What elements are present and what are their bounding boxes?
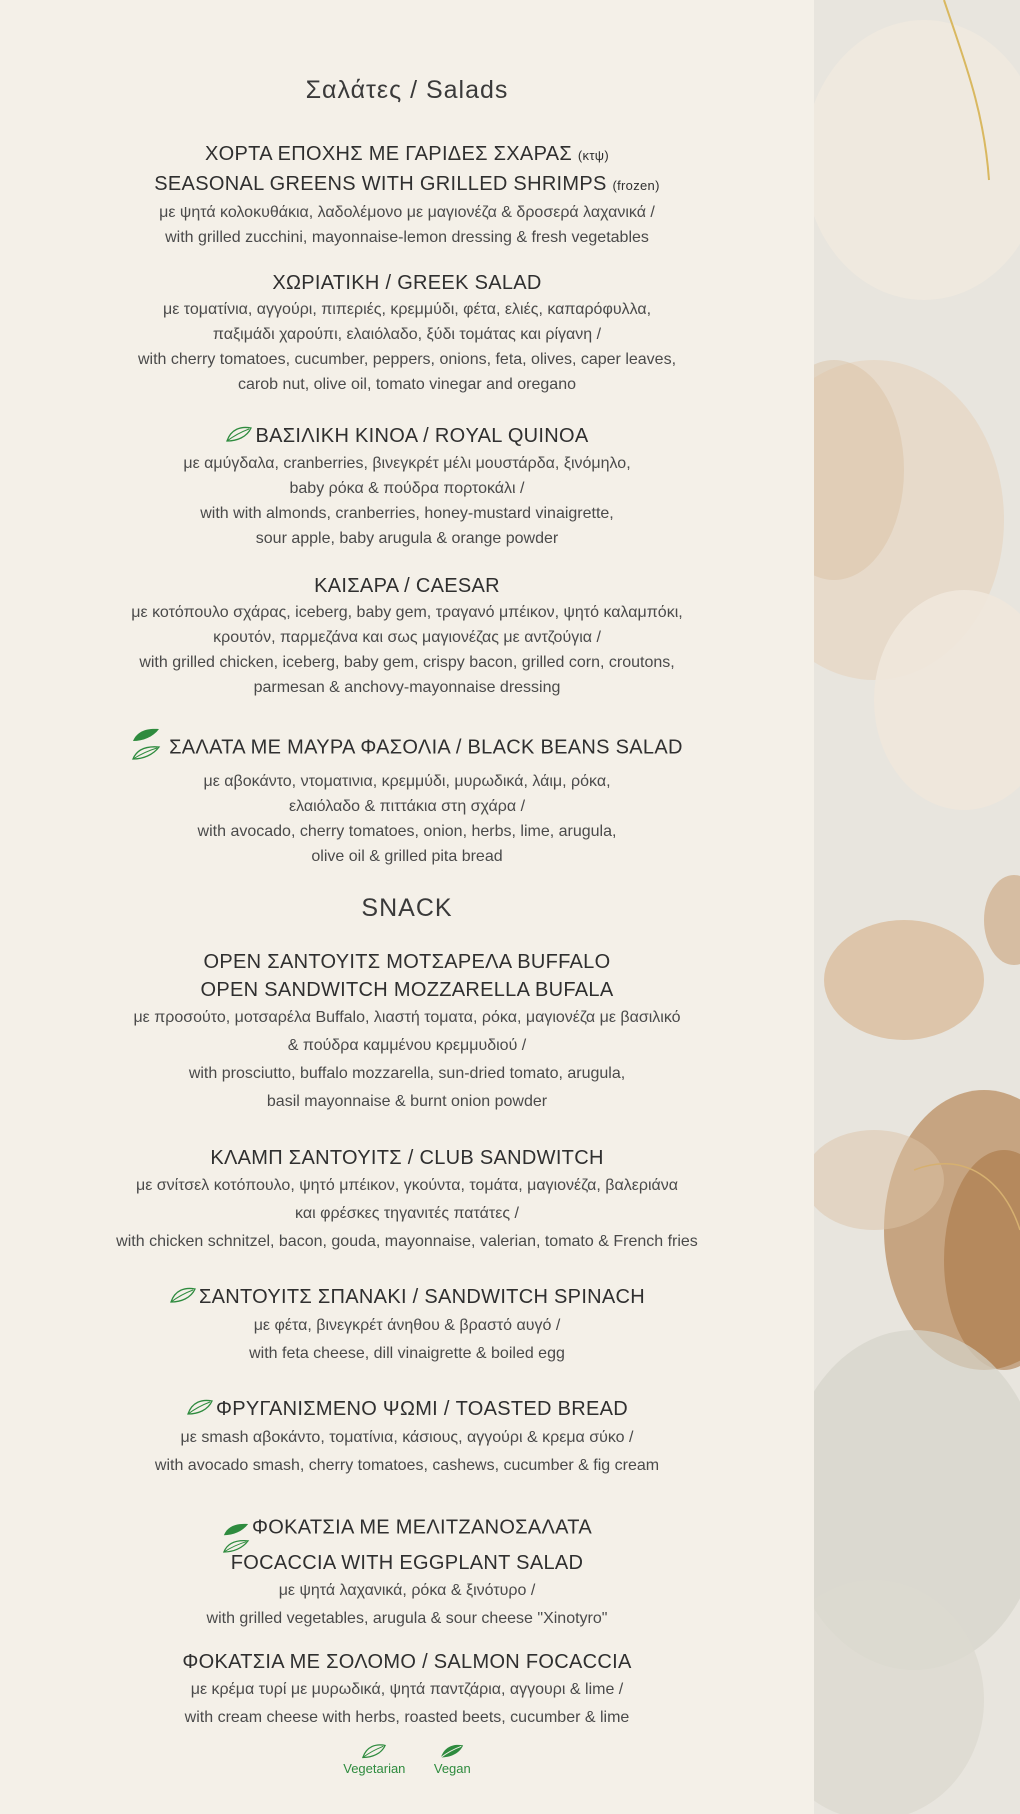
item-description: with avocado, cherry tomatoes, onion, herbs, lime, arugula, xyxy=(197,823,617,840)
item-description: με smash αβοκάντο, τοματίνια, κάσιους, αγγούρι & κρεμα σύκο / xyxy=(180,1428,634,1446)
vegan-icon xyxy=(222,1521,250,1563)
item-description: κρουτόν, παρμεζάνα και σως μαγιονέζας με αντζούγια / xyxy=(213,629,601,646)
item-description: baby ρόκα & πούδρα πορτοκάλι / xyxy=(289,479,525,497)
item-description: olive oil & grilled pita bread xyxy=(311,848,503,865)
item-description: with grilled vegetables, arugula & sour cheese "Xinotyro" xyxy=(206,1610,608,1627)
item-title-gr: OPEN ΣΑΝΤΟΥΙΤΣ ΜΟΤΣΑΡΕΛΑ BUFFALO xyxy=(203,951,611,973)
menu-item-black-beans-salad xyxy=(0,727,814,869)
decorative-watercolor-panel xyxy=(814,0,1020,1814)
item-title-en: OPEN SANDWITCH MOZZARELLA BUFALA xyxy=(200,979,614,1001)
vegetarian-icon xyxy=(169,1284,197,1312)
item-description: with chicken schnitzel, bacon, gouda, mayonnaise, valerian, tomato & French fries xyxy=(116,1233,698,1250)
item-title-row: ΦΟΚΑΤΣΙΑ ΜΕ ΜΕΛΙΤΖΑΝΟΣΑΛΑΤΑ xyxy=(0,1507,814,1549)
legend-label: Vegetarian xyxy=(343,1761,406,1776)
menu-item-toasted-bread xyxy=(0,1395,814,1480)
item-description: με τοματίνια, αγγούρι, πιπεριές, κρεμμύδι, φέτα, ελιές, καπαρόφυλλα, xyxy=(162,301,652,318)
item-title-row: ΣΑΝΤΟΥΙΤΣ ΣΠΑΝΑΚΙ / SANDWITCH SPINACH xyxy=(0,1283,814,1312)
item-description: με ψητά λαχανικά, ρόκα & ξινότυρο / xyxy=(278,1582,536,1599)
menu-item-caesar xyxy=(0,572,814,700)
item-description: sour apple, baby arugula & orange powder xyxy=(255,529,559,547)
item-description: με αβοκάντο, ντοματινια, κρεμμύδι, μυρωδικά, λάιμ, ρόκα, xyxy=(203,773,611,790)
item-description: with with almonds, cranberries, honey-mustard vinaigrette, xyxy=(200,504,614,522)
vegetarian-icon xyxy=(361,1742,387,1760)
item-title-gr: ΧΟΡΤΑ ΕΠΟΧΗΣ ΜΕ ΓΑΡΙΔΕΣ ΣΧΑΡΑΣ (κτψ) xyxy=(205,143,609,165)
item-description: with grilled chicken, iceberg, baby gem, crispy bacon, grilled corn, croutons, xyxy=(139,654,675,671)
item-description: with cream cheese with herbs, roasted beets, cucumber & lime xyxy=(184,1709,630,1726)
item-title-en: FOCACCIA WITH EGGPLANT SALAD xyxy=(230,1552,584,1574)
legend-vegetarian xyxy=(343,1742,405,1776)
item-description: με ψητά κολοκυθάκια, λαδολέμονο με μαγιονέζα & δροσερά λαχανικά / xyxy=(159,204,655,221)
item-title: ΚΑΙΣΑΡΑ / CAESAR xyxy=(314,575,500,597)
item-title-en: SEASONAL GREENS WITH GRILLED SHRIMPS (frozen) xyxy=(154,173,660,195)
snack-section-title: SNACK xyxy=(361,894,453,922)
item-description: & πούδρα καμμένου κρεμμυδιού / xyxy=(287,1037,527,1054)
item-title-row: ΣΑΛΑΤΑ ΜΕ ΜΑΥΡΑ ΦΑΣΟΛΙΑ / BLACK BEANS SALAD xyxy=(0,727,814,769)
item-description: με αμύγδαλα, cranberries, βινεγκρέτ μέλι μουστάρδα, ξινόμηλο, xyxy=(183,454,631,472)
item-description: ελαιόλαδο & πιττάκια στη σχάρα / xyxy=(288,798,526,815)
item-description: parmesan & anchovy-mayonnaise dressing xyxy=(253,679,561,696)
legend-vegan xyxy=(434,1742,471,1776)
item-description: παξιμάδι χαρούπι, ελαιόλαδο, ξύδι τομάτας και ρίγανη / xyxy=(212,326,602,343)
item-title: ΦΟΚΑΤΣΙΑ ΜΕ ΣΟΛΟΜΟ / SALMON FOCACCIA xyxy=(182,1651,632,1673)
menu-item-seasonal-greens xyxy=(0,140,814,250)
menu-item-club-sandwich xyxy=(0,1144,814,1256)
item-description: με κρέμα τυρί με μυρωδικά, ψητά παντζάρια, αγγουρι & lime / xyxy=(190,1681,624,1698)
vegan-icon xyxy=(439,1742,465,1760)
item-description: with grilled zucchini, mayonnaise-lemon dressing & fresh vegetables xyxy=(165,229,649,246)
title-note: (κτψ) xyxy=(577,148,609,163)
watercolor-art xyxy=(814,0,1020,1814)
item-description: with cherry tomatoes, cucumber, peppers, onions, feta, olives, caper leaves, xyxy=(137,351,677,368)
vegetarian-icon xyxy=(186,1396,214,1424)
vegetarian-icon xyxy=(225,423,253,451)
title-note: (frozen) xyxy=(612,178,660,193)
item-description: με κοτόπουλο σχάρας, iceberg, baby gem, τραγανό μπέικον, ψητό καλαμπόκι, xyxy=(131,604,683,621)
menu-item-salmon-focaccia xyxy=(0,1648,814,1732)
menu-item-sandwich-spinach xyxy=(0,1283,814,1368)
item-description: with avocado smash, cherry tomatoes, cashews, cucumber & fig cream xyxy=(154,1456,660,1474)
item-description: με φέτα, βινεγκρέτ άνηθου & βραστό αυγό / xyxy=(253,1316,561,1334)
item-title-row: ΒΑΣΙΛΙΚΗ ΚΙΝΟΑ / ROYAL QUINOA xyxy=(0,422,814,451)
menu-item-greek-salad xyxy=(0,269,814,397)
item-description: με προσούτο, μοτσαρέλα Buffalo, λιαστή τοματα, ρόκα, μαγιονέζα με βασιλικό xyxy=(133,1009,681,1026)
item-description: με σνίτσελ κοτόπουλο, ψητό μπέικον, γκούντα, τομάτα, μαγιονέζα, βαλεριάνα xyxy=(135,1177,679,1194)
menu-item-open-sandwich-mozzarella xyxy=(0,948,814,1116)
item-description: και φρέσκες τηγανιτές πατάτες / xyxy=(295,1205,519,1222)
menu-item-royal-quinoa xyxy=(0,422,814,551)
legend-label: Vegan xyxy=(433,1761,471,1776)
vegan-icon xyxy=(131,727,161,769)
item-title: ΚΛΑΜΠ ΣΑΝΤΟΥΙΤΣ / CLUB SANDWITCH xyxy=(210,1147,604,1169)
item-description: carob nut, olive oil, tomato vinegar and oregano xyxy=(238,376,576,393)
item-description: with prosciutto, buffalo mozzarella, sun-dried tomato, arugula, xyxy=(188,1065,626,1082)
item-title: ΧΩΡΙΑΤΙΚΗ / GREEK SALAD xyxy=(272,272,542,294)
salads-section-title: Σαλάτες / Salads xyxy=(305,76,509,104)
item-description: basil mayonnaise & burnt onion powder xyxy=(266,1093,548,1110)
item-title-row: ΦΡΥΓΑΝΙΣΜΕΝΟ ΨΩΜΙ / TOASTED BREAD xyxy=(0,1395,814,1424)
item-description: with feta cheese, dill vinaigrette & boiled egg xyxy=(249,1344,565,1362)
menu-item-focaccia-eggplant xyxy=(0,1507,814,1633)
diet-legend xyxy=(0,1742,814,1778)
